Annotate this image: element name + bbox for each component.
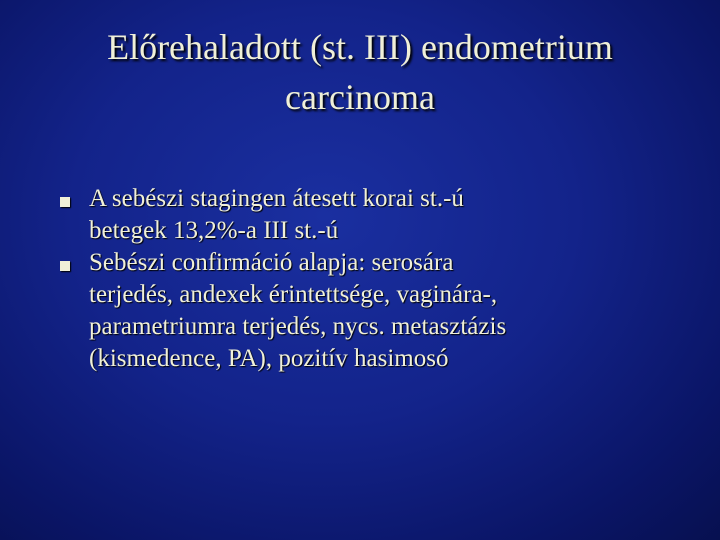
square-bullet-icon (60, 261, 70, 271)
bullet-text-line: terjedés, andexek érintettsége, vaginára-, (89, 281, 498, 308)
bullet-list (55, 183, 675, 375)
slide-title-line-1: Előrehaladott (st. III) endometrium (107, 27, 613, 67)
square-bullet-icon (60, 197, 70, 207)
bullet-text-line: (kismedence, PA), pozitív hasimosó (89, 345, 449, 372)
bullet-text-line: betegek 13,2%-a III st.-ú (89, 217, 339, 244)
bullet-item (55, 247, 675, 375)
slide-title-line-2: carcinoma (285, 77, 435, 117)
bullet-item (55, 183, 675, 247)
bullet-text-line: parametriumra terjedés, nycs. metasztázis (89, 313, 507, 340)
slide-title (20, 22, 700, 122)
bullet-text-line: Sebészi confirmáció alapja: serosára (89, 249, 454, 276)
bullet-text-line: A sebészi stagingen átesett korai st.-ú (89, 185, 464, 212)
